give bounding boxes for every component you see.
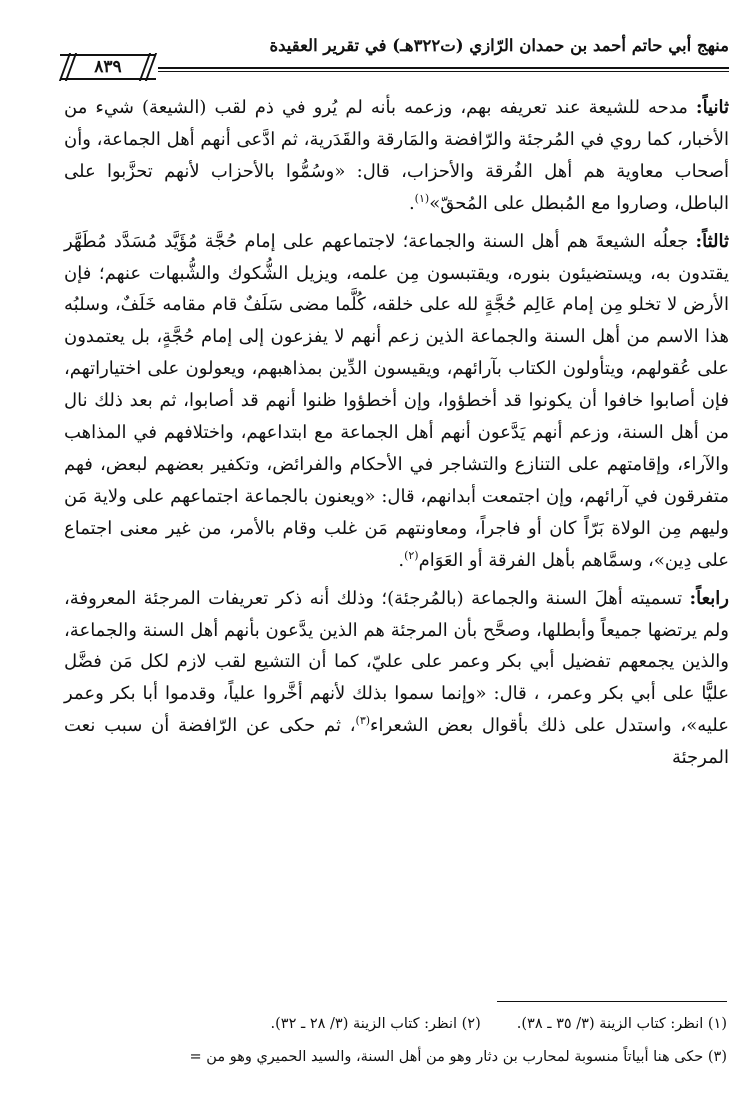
footnote-line [28,1041,727,1074]
page-number-box [60,54,156,80]
header-rule-thin [158,71,729,72]
footnote-ref: (٢) [404,548,419,562]
paragraph-text: تسميته أهلَ السنة والجماعة (بالمُرجئة)؛ وذلك أنه ذكر تعريفات المرجئة المعروفة، ولم يرتضها جميعاً وأبطلها، وصحَّح بأن المرجئة هم الذين يدَّعون بأنهم أهل السنة والجماعة، والذين يجمعهم تفضيل أبي بكر وعمر على عليّ، كما أن التشيع لقب لازم لكل مَن فضَّل عليًّا على أبي بكر وعمر، ، قال: «وإنما سموا بذلك لأنهم أخَّروا علياً، وقدموا أبا بكر وعمر عليه»، واستدل على ذلك بأقوال بعض الشعراء [64,587,729,737]
paragraph-label: ثانياً: [695,97,729,118]
footnotes [28,1008,727,1074]
footnote-separator [497,1001,727,1002]
footnote-3: (٣) حكى هنا أبياتاً منسوبة لمحارب بن دثار وهو من أهل السنة، والسيد الحميري وهو من = [189,1049,727,1065]
paragraph-tail: . [408,192,415,214]
footnote-2: (٢) انظر: كتاب الزينة (٣/ ٢٨ ـ ٣٢). [270,1016,481,1032]
paragraph-text: جعلُه الشيعةَ هم أهل السنة والجماعة؛ لاجتماعهم على إمام حُجَّة مُؤَيَّد مُسَدَّد مُطَهَّر يقتدون به، ويستضيئون بنوره، ويقتبسون مِن علمه، ويزيل الشُّكوك والشُّبهات عنهم؛ فإن الأرض لا تخلو مِن إمام عَالِم حُجَّةٍ لله على خلقه، كُلَّما مضى سَلَفٌ قام مقامه خَلَفٌ، وسلبُه هذا الاسم من أهل السنة والجماعة الذين زعم أنهم لا يفزعون إلى إمام حُجَّةٍ، بل يعتمدون على عُقولهم، ويتأولون الكتاب بآرائهم، ويقيسون الدِّين بمذاهبهم، ويعولون على اختياراتهم، فإن أصابوا خافوا أن يكونوا قد أخطؤوا، وإن أخطؤوا ظنوا أنهم قد أصابوا، ثم بعد ذلك نال من أهل السنة، وزعم أنهم يَدَّعون أنهم أهل الجماعة مع ابتداعهم، واختلافهم في المذاهب والآراء، وإقامتهم على التنازع والتشاجر في الأحكام والفرائض، وتكفير بعضهم لبعض، فهم متفرقون في آرائهم، وإن اجتمعت أبدانهم، قال: «ويعنون بالجماعة اجتماعهم على ولاية مَن وليهم مِن الولاة بَرّاً كان أو فاجراً، ومعاونتهم مَن غلب وقام بالأمر، من غير معنى اجتماع على دِين»، وسمَّاهم بأهل الفرقة أو العَوَام [64,230,729,571]
header-rule [158,67,729,69]
paragraph-label: ثالثاً: [695,230,729,252]
page-number: ٨٣٩ [94,57,122,77]
page-header [60,30,729,82]
paragraph-fourth [64,583,729,774]
paragraph-label: رابعاً: [689,587,729,609]
paragraph-tail: . [398,549,405,571]
paragraph-third [64,226,729,577]
footnote-line [28,1008,727,1041]
paragraph-second [64,92,729,220]
footnote-ref: (١) [414,191,430,205]
paragraph-text: مدحه للشيعة عند تعريفه بهم، وزعمه بأنه لم يُرو في ذم لقب (الشيعة) شيء من الأخبار، كما روي في المُرجئة والرّافضة والمَارقة والقَدَرية، ثم ادَّعى أنهم أهل الجماعة، وأن أصحاب معاوية هم أهل الفُرقة والأحزاب، قال: «وسُمُّوا بالأحزاب لأنهم تحزَّبوا على الباطل، وصاروا مع المُبطل على المُحقّ» [64,97,729,214]
paragraph-tail: ، ثم حكى عن الرّافضة أن سبب نعت المرجئة [64,715,729,769]
body-text [64,92,729,780]
running-title: منهج أبي حاتم أحمد بن حمدان الرّازي (ت٣٢٢هـ) في تقرير العقيدة [269,36,729,55]
footnote-1: (١) انظر: كتاب الزينة (٣/ ٣٥ ـ ٣٨). [516,1016,727,1032]
footnote-ref: (٣) [355,714,371,728]
